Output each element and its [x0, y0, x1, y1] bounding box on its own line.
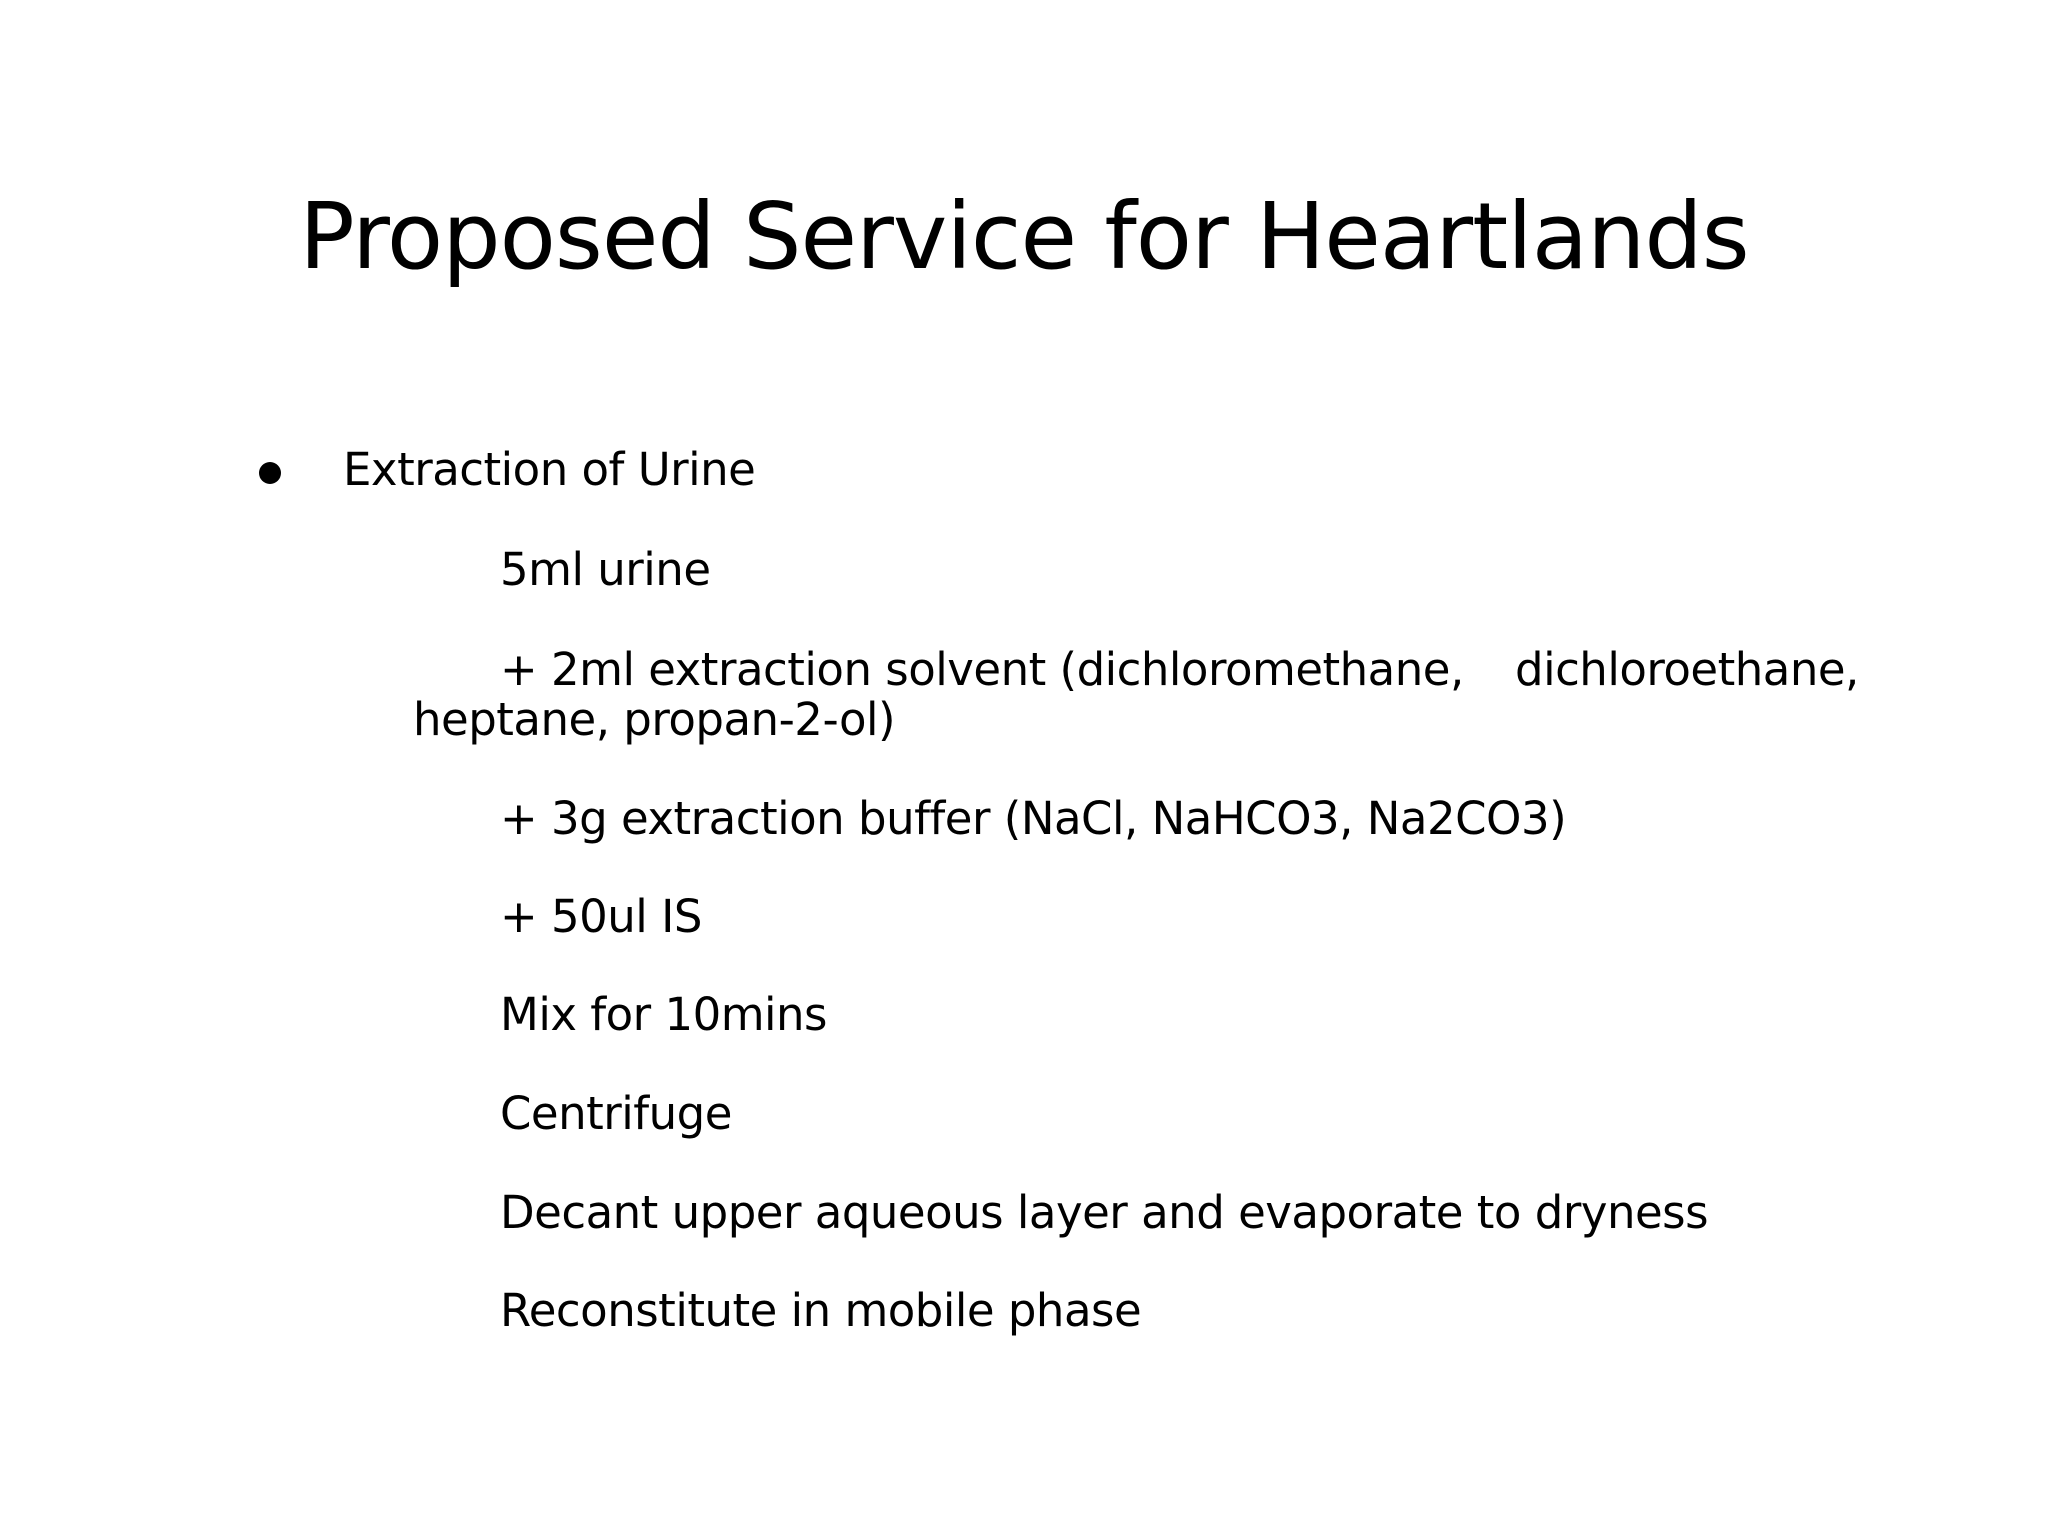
step-urine-volume: 5ml urine: [500, 543, 711, 596]
step-decant-evaporate: Decant upper aqueous layer and evaporate to dryness: [500, 1186, 1709, 1239]
bullet-dot-icon: [259, 462, 281, 484]
step-extraction-solvent-continued: dichloroethane,: [1515, 643, 1859, 696]
step-extraction-solvent-wrap: heptane, propan-2-ol): [413, 693, 896, 746]
step-internal-standard: + 50ul IS: [500, 890, 702, 943]
step-extraction-solvent: + 2ml extraction solvent (dichloromethane,: [500, 643, 1464, 696]
step-reconstitute: Reconstitute in mobile phase: [500, 1284, 1142, 1337]
step-extraction-buffer: + 3g extraction buffer (NaCl, NaHCO3, Na2CO3): [500, 792, 1567, 845]
step-mix: Mix for 10mins: [500, 988, 828, 1041]
step-centrifuge: Centrifuge: [500, 1087, 732, 1140]
bullet-label: Extraction of Urine: [343, 443, 756, 496]
slide-title: Proposed Service for Heartlands: [299, 183, 1749, 290]
